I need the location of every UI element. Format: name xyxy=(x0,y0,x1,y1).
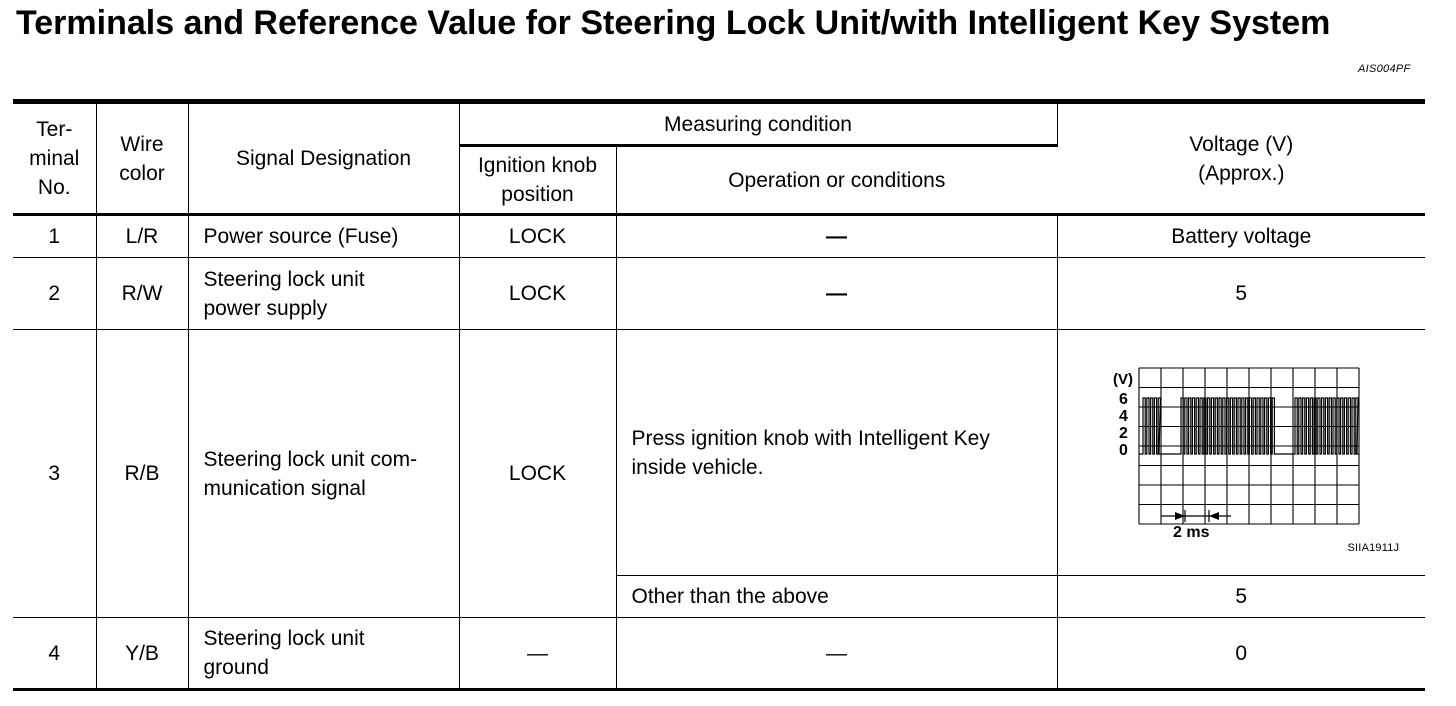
terminal-cell: 4 xyxy=(13,618,96,690)
header-signal-designation: Signal Designation xyxy=(188,102,459,215)
waveform-y-tick: 4 xyxy=(1119,407,1129,425)
figure-code: SIIA1911J xyxy=(1347,541,1400,554)
terminal-table xyxy=(13,99,1425,691)
document-code: AIS004PF xyxy=(1358,63,1411,75)
waveform-time-label: 2 ms xyxy=(1173,523,1210,541)
waveform-y-tick: 2 xyxy=(1119,424,1129,442)
operation-cell: — xyxy=(616,215,1057,258)
signal-cell: Power source (Fuse) xyxy=(188,215,459,258)
terminal-cell: 1 xyxy=(13,215,96,258)
table-row xyxy=(13,215,1425,258)
voltage-cell: 5 xyxy=(1057,258,1425,330)
header-measuring-condition: Measuring condition xyxy=(459,102,1057,146)
waveform-unit-label: (V) xyxy=(1113,370,1134,388)
wire-color-cell: Y/B xyxy=(96,618,188,690)
signal-cell: Steering lock unit ground xyxy=(188,618,459,690)
voltage-cell: 5 xyxy=(1057,576,1425,618)
waveform-y-tick: 0 xyxy=(1119,441,1129,459)
operation-cell: Press ignition knob with Intelligent Key inside vehicle. xyxy=(616,330,1057,576)
header-ignition-knob-position: Ignition knob position xyxy=(459,146,616,215)
table-row xyxy=(13,618,1425,690)
header-wire-color: Wire color xyxy=(96,102,188,215)
ignition-cell: LOCK xyxy=(459,330,616,618)
header-operation-conditions: Operation or conditions xyxy=(616,146,1057,215)
waveform-figure xyxy=(1091,348,1400,558)
title-text: Terminals and Reference Value for Steering Lock Unit/with Intelligent Key System xyxy=(16,4,1331,42)
operation-cell: — xyxy=(616,258,1057,330)
ignition-cell: — xyxy=(459,618,616,690)
time-scale-marker xyxy=(1161,510,1231,522)
operation-cell: Other than the above xyxy=(616,576,1057,618)
waveform-y-tick: 6 xyxy=(1119,390,1129,408)
voltage-cell: Battery voltage xyxy=(1057,215,1425,258)
terminal-cell: 2 xyxy=(13,258,96,330)
wire-color-cell: R/B xyxy=(96,330,188,618)
table-row xyxy=(13,258,1425,330)
waveform-cell xyxy=(1057,330,1425,576)
page-title xyxy=(16,4,1426,42)
ignition-cell: LOCK xyxy=(459,258,616,330)
table-row xyxy=(13,330,1425,576)
ignition-cell: LOCK xyxy=(459,215,616,258)
terminal-cell: 3 xyxy=(13,330,96,618)
header-voltage: Voltage (V) (Approx.) xyxy=(1057,102,1425,215)
wire-color-cell: R/W xyxy=(96,258,188,330)
voltage-cell: 0 xyxy=(1057,618,1425,690)
signal-cell: Steering lock unit com- munication signal xyxy=(188,330,459,618)
waveform-oscilloscope xyxy=(1091,348,1391,558)
operation-cell: — xyxy=(616,618,1057,690)
signal-cell: Steering lock unit power supply xyxy=(188,258,459,330)
header-terminal-no: Ter- minal No. xyxy=(13,102,96,215)
wire-color-cell: L/R xyxy=(96,215,188,258)
